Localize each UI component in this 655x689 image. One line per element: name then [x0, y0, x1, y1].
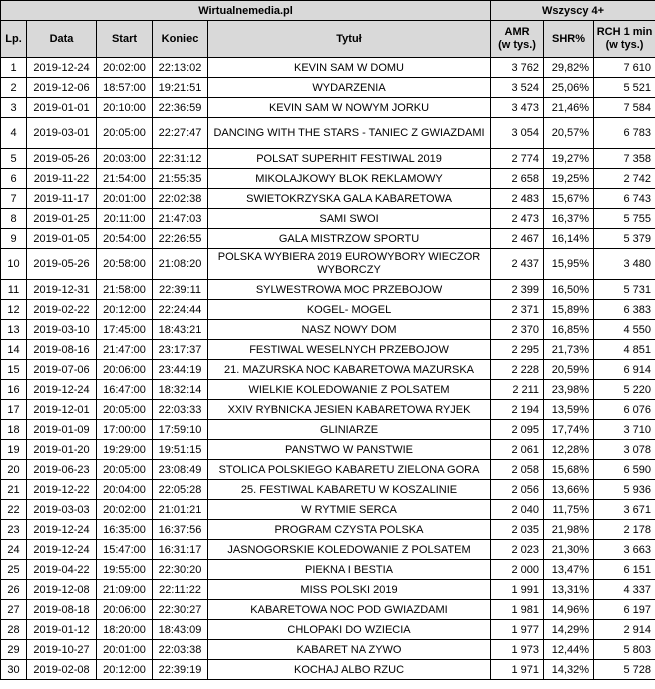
cell-start: 19:29:00: [97, 440, 153, 460]
cell-amr: 1 971: [491, 660, 544, 680]
cell-rch: 4 851: [594, 340, 655, 360]
cell-shr: 16,85%: [544, 320, 594, 340]
cell-date: 2019-03-01: [27, 118, 97, 149]
cell-end: 23:17:37: [153, 340, 208, 360]
cell-rch: 5 936: [594, 480, 655, 500]
cell-amr: 2 473: [491, 209, 544, 229]
cell-amr: 2 194: [491, 400, 544, 420]
table-row: [1, 480, 655, 500]
cell-rch: 6 383: [594, 300, 655, 320]
col-header-lp: Lp.: [1, 21, 27, 58]
cell-shr: 12,28%: [544, 440, 594, 460]
cell-date: 2019-11-17: [27, 189, 97, 209]
cell-lp: 7: [1, 189, 27, 209]
cell-title: W RYTMIE SERCA: [208, 500, 491, 520]
cell-date: 2019-12-31: [27, 280, 97, 300]
cell-shr: 12,44%: [544, 640, 594, 660]
table-row: [1, 280, 655, 300]
cell-end: 19:51:15: [153, 440, 208, 460]
table-row: [1, 640, 655, 660]
cell-lp: 30: [1, 660, 27, 680]
cell-lp: 3: [1, 98, 27, 118]
cell-amr: 1 991: [491, 580, 544, 600]
cell-rch: 5 731: [594, 280, 655, 300]
cell-shr: 29,82%: [544, 58, 594, 78]
cell-title: JASNOGORSKIE KOLEDOWANIE Z POLSATEM: [208, 540, 491, 560]
cell-shr: 13,47%: [544, 560, 594, 580]
cell-title: PANSTWO W PANSTWIE: [208, 440, 491, 460]
table-row: [1, 500, 655, 520]
cell-amr: 2 058: [491, 460, 544, 480]
cell-date: 2019-12-24: [27, 540, 97, 560]
cell-lp: 12: [1, 300, 27, 320]
cell-end: 22:27:47: [153, 118, 208, 149]
cell-lp: 10: [1, 249, 27, 280]
rch-label: RCH 1 min: [596, 26, 653, 38]
cell-start: 20:01:00: [97, 189, 153, 209]
cell-end: 22:11:22: [153, 580, 208, 600]
cell-end: 21:47:03: [153, 209, 208, 229]
audience-header: Wszyscy 4+: [491, 1, 655, 21]
table-row: [1, 229, 655, 249]
cell-date: 2019-12-24: [27, 380, 97, 400]
cell-amr: 2 295: [491, 340, 544, 360]
cell-amr: 3 524: [491, 78, 544, 98]
table-row: [1, 320, 655, 340]
cell-title: KOGEL- MOGEL: [208, 300, 491, 320]
cell-start: 20:05:00: [97, 400, 153, 420]
cell-title: MISS POLSKI 2019: [208, 580, 491, 600]
cell-lp: 21: [1, 480, 27, 500]
cell-lp: 29: [1, 640, 27, 660]
cell-end: 23:08:49: [153, 460, 208, 480]
cell-amr: 1 981: [491, 600, 544, 620]
cell-amr: 3 054: [491, 118, 544, 149]
cell-start: 20:05:00: [97, 460, 153, 480]
cell-rch: 3 663: [594, 540, 655, 560]
cell-shr: 16,50%: [544, 280, 594, 300]
cell-title: KABARET NA ZYWO: [208, 640, 491, 660]
table-row: [1, 540, 655, 560]
cell-title: XXIV RYBNICKA JESIEN KABARETOWA RYJEK: [208, 400, 491, 420]
rch-unit: (w tys.): [605, 39, 644, 51]
cell-end: 18:32:14: [153, 380, 208, 400]
cell-date: 2019-01-20: [27, 440, 97, 460]
table-row: [1, 520, 655, 540]
cell-shr: 14,32%: [544, 660, 594, 680]
cell-title: DANCING WITH THE STARS - TANIEC Z GWIAZDAMI: [208, 118, 491, 149]
cell-title: GALA MISTRZOW SPORTU: [208, 229, 491, 249]
cell-date: 2019-06-23: [27, 460, 97, 480]
cell-start: 20:58:00: [97, 249, 153, 280]
cell-end: 21:08:20: [153, 249, 208, 280]
cell-title: SAMI SWOI: [208, 209, 491, 229]
header-row-top: [1, 1, 655, 21]
cell-end: 22:39:19: [153, 660, 208, 680]
amr-label: AMR: [504, 26, 530, 38]
cell-date: 2019-05-26: [27, 249, 97, 280]
table-row: [1, 380, 655, 400]
cell-date: 2019-01-01: [27, 98, 97, 118]
cell-date: 2019-12-01: [27, 400, 97, 420]
cell-end: 22:05:28: [153, 480, 208, 500]
cell-end: 22:24:44: [153, 300, 208, 320]
cell-end: 18:43:21: [153, 320, 208, 340]
cell-amr: 2 000: [491, 560, 544, 580]
cell-end: 19:21:51: [153, 78, 208, 98]
cell-date: 2019-01-09: [27, 420, 97, 440]
cell-title: CHLOPAKI DO WZIECIA: [208, 620, 491, 640]
cell-title: SYLWESTROWA MOC PRZEBOJOW: [208, 280, 491, 300]
table-row: [1, 98, 655, 118]
cell-rch: 7 584: [594, 98, 655, 118]
cell-start: 21:58:00: [97, 280, 153, 300]
table-row: [1, 420, 655, 440]
cell-start: 21:09:00: [97, 580, 153, 600]
cell-amr: 2 040: [491, 500, 544, 520]
cell-start: 20:02:00: [97, 500, 153, 520]
cell-shr: 21,98%: [544, 520, 594, 540]
cell-date: 2019-01-05: [27, 229, 97, 249]
cell-start: 15:47:00: [97, 540, 153, 560]
cell-start: 16:47:00: [97, 380, 153, 400]
cell-rch: 6 743: [594, 189, 655, 209]
cell-date: 2019-02-22: [27, 300, 97, 320]
cell-rch: 6 151: [594, 560, 655, 580]
col-header-koniec: Koniec: [153, 21, 208, 58]
cell-end: 22:03:38: [153, 640, 208, 660]
cell-start: 20:01:00: [97, 640, 153, 660]
cell-title: POLSKA WYBIERA 2019 EUROWYBORY WIECZOR WYBORCZY: [208, 249, 491, 280]
cell-rch: 2 178: [594, 520, 655, 540]
cell-date: 2019-12-24: [27, 58, 97, 78]
cell-shr: 14,29%: [544, 620, 594, 640]
table-row: [1, 620, 655, 640]
cell-date: 2019-01-25: [27, 209, 97, 229]
cell-start: 20:06:00: [97, 600, 153, 620]
cell-start: 20:06:00: [97, 360, 153, 380]
cell-date: 2019-03-10: [27, 320, 97, 340]
cell-lp: 2: [1, 78, 27, 98]
cell-date: 2019-04-22: [27, 560, 97, 580]
cell-rch: 3 078: [594, 440, 655, 460]
table-row: [1, 400, 655, 420]
cell-date: 2019-01-12: [27, 620, 97, 640]
cell-date: 2019-12-08: [27, 580, 97, 600]
cell-lp: 25: [1, 560, 27, 580]
cell-title: FESTIWAL WESELNYCH PRZEBOJOW: [208, 340, 491, 360]
cell-title: 21. MAZURSKA NOC KABARETOWA MAZURSKA: [208, 360, 491, 380]
cell-lp: 28: [1, 620, 27, 640]
cell-shr: 19,25%: [544, 169, 594, 189]
cell-end: 22:30:27: [153, 600, 208, 620]
cell-end: 22:31:12: [153, 149, 208, 169]
cell-amr: 2 061: [491, 440, 544, 460]
cell-shr: 13,66%: [544, 480, 594, 500]
cell-title: KOCHAJ ALBO RZUC: [208, 660, 491, 680]
cell-lp: 5: [1, 149, 27, 169]
cell-title: POLSAT SUPERHIT FESTIWAL 2019: [208, 149, 491, 169]
table-body: [1, 58, 655, 680]
cell-date: 2019-02-08: [27, 660, 97, 680]
table-row: [1, 149, 655, 169]
col-header-data: Data: [27, 21, 97, 58]
cell-rch: 6 914: [594, 360, 655, 380]
cell-lp: 16: [1, 380, 27, 400]
cell-lp: 4: [1, 118, 27, 149]
cell-amr: 2 056: [491, 480, 544, 500]
cell-title: SWIETOKRZYSKA GALA KABARETOWA: [208, 189, 491, 209]
cell-start: 20:11:00: [97, 209, 153, 229]
cell-rch: 4 337: [594, 580, 655, 600]
cell-lp: 11: [1, 280, 27, 300]
cell-rch: 5 755: [594, 209, 655, 229]
cell-start: 20:12:00: [97, 300, 153, 320]
table-row: [1, 600, 655, 620]
source-header: Wirtualnemedia.pl: [1, 1, 491, 21]
cell-amr: 2 211: [491, 380, 544, 400]
cell-lp: 24: [1, 540, 27, 560]
cell-shr: 21,73%: [544, 340, 594, 360]
cell-shr: 11,75%: [544, 500, 594, 520]
cell-amr: 2 467: [491, 229, 544, 249]
header-row-columns: [1, 21, 655, 58]
col-header-tytul: Tytuł: [208, 21, 491, 58]
cell-shr: 21,30%: [544, 540, 594, 560]
cell-end: 16:37:56: [153, 520, 208, 540]
cell-rch: 5 728: [594, 660, 655, 680]
cell-start: 18:20:00: [97, 620, 153, 640]
cell-start: 16:35:00: [97, 520, 153, 540]
cell-end: 22:36:59: [153, 98, 208, 118]
cell-start: 17:00:00: [97, 420, 153, 440]
cell-shr: 20,57%: [544, 118, 594, 149]
cell-amr: 2 228: [491, 360, 544, 380]
cell-rch: 3 480: [594, 249, 655, 280]
cell-amr: 2 370: [491, 320, 544, 340]
cell-end: 21:55:35: [153, 169, 208, 189]
table-row: [1, 209, 655, 229]
cell-shr: 14,96%: [544, 600, 594, 620]
table-row: [1, 189, 655, 209]
cell-start: 17:45:00: [97, 320, 153, 340]
cell-lp: 17: [1, 400, 27, 420]
cell-title: MIKOLAJKOWY BLOK REKLAMOWY: [208, 169, 491, 189]
cell-title: WIELKIE KOLEDOWANIE Z POLSATEM: [208, 380, 491, 400]
cell-end: 18:43:09: [153, 620, 208, 640]
cell-title: WYDARZENIA: [208, 78, 491, 98]
cell-title: GLINIARZE: [208, 420, 491, 440]
cell-shr: 19,27%: [544, 149, 594, 169]
cell-amr: 2 023: [491, 540, 544, 560]
cell-amr: 2 437: [491, 249, 544, 280]
cell-start: 21:47:00: [97, 340, 153, 360]
cell-title: NASZ NOWY DOM: [208, 320, 491, 340]
cell-start: 20:03:00: [97, 149, 153, 169]
table-row: [1, 560, 655, 580]
cell-end: 22:13:02: [153, 58, 208, 78]
cell-end: 16:31:17: [153, 540, 208, 560]
cell-date: 2019-11-22: [27, 169, 97, 189]
col-header-amr: [491, 21, 544, 58]
cell-rch: 6 197: [594, 600, 655, 620]
table-row: [1, 580, 655, 600]
cell-amr: 2 658: [491, 169, 544, 189]
cell-end: 21:01:21: [153, 500, 208, 520]
table-row: [1, 249, 655, 280]
cell-amr: 2 371: [491, 300, 544, 320]
cell-shr: 17,74%: [544, 420, 594, 440]
cell-title: PROGRAM CZYSTA POLSKA: [208, 520, 491, 540]
table-row: [1, 660, 655, 680]
cell-title: KEVIN SAM W NOWYM JORKU: [208, 98, 491, 118]
cell-rch: 5 220: [594, 380, 655, 400]
cell-end: 22:30:20: [153, 560, 208, 580]
cell-lp: 1: [1, 58, 27, 78]
table-row: [1, 58, 655, 78]
cell-start: 20:54:00: [97, 229, 153, 249]
cell-start: 20:12:00: [97, 660, 153, 680]
cell-lp: 23: [1, 520, 27, 540]
cell-date: 2019-12-24: [27, 520, 97, 540]
cell-amr: 1 973: [491, 640, 544, 660]
cell-shr: 15,68%: [544, 460, 594, 480]
cell-title: KEVIN SAM W DOMU: [208, 58, 491, 78]
cell-date: 2019-08-18: [27, 600, 97, 620]
cell-end: 22:02:38: [153, 189, 208, 209]
cell-shr: 16,14%: [544, 229, 594, 249]
cell-lp: 9: [1, 229, 27, 249]
cell-date: 2019-12-06: [27, 78, 97, 98]
cell-lp: 27: [1, 600, 27, 620]
cell-amr: 3 762: [491, 58, 544, 78]
cell-shr: 21,46%: [544, 98, 594, 118]
cell-lp: 6: [1, 169, 27, 189]
cell-rch: 6 076: [594, 400, 655, 420]
cell-date: 2019-10-27: [27, 640, 97, 660]
cell-end: 17:59:10: [153, 420, 208, 440]
cell-rch: 7 358: [594, 149, 655, 169]
table-row: [1, 460, 655, 480]
cell-amr: 2 774: [491, 149, 544, 169]
cell-amr: 2 035: [491, 520, 544, 540]
cell-lp: 14: [1, 340, 27, 360]
cell-date: 2019-12-22: [27, 480, 97, 500]
cell-date: 2019-03-03: [27, 500, 97, 520]
cell-shr: 13,59%: [544, 400, 594, 420]
cell-lp: 20: [1, 460, 27, 480]
cell-lp: 19: [1, 440, 27, 460]
cell-date: 2019-05-26: [27, 149, 97, 169]
cell-shr: 20,59%: [544, 360, 594, 380]
cell-lp: 8: [1, 209, 27, 229]
table-row: [1, 360, 655, 380]
table-row: [1, 340, 655, 360]
cell-shr: 25,06%: [544, 78, 594, 98]
cell-rch: 4 550: [594, 320, 655, 340]
cell-start: 20:10:00: [97, 98, 153, 118]
cell-start: 19:55:00: [97, 560, 153, 580]
cell-shr: 13,31%: [544, 580, 594, 600]
cell-rch: 5 521: [594, 78, 655, 98]
cell-start: 20:02:00: [97, 58, 153, 78]
cell-rch: 2 742: [594, 169, 655, 189]
table-row: [1, 118, 655, 149]
cell-title: KABARETOWA NOC POD GWIAZDAMI: [208, 600, 491, 620]
table-row: [1, 169, 655, 189]
cell-rch: 6 590: [594, 460, 655, 480]
cell-shr: 16,37%: [544, 209, 594, 229]
cell-amr: 3 473: [491, 98, 544, 118]
cell-date: 2019-07-06: [27, 360, 97, 380]
cell-rch: 5 379: [594, 229, 655, 249]
cell-lp: 22: [1, 500, 27, 520]
col-header-shr: SHR%: [544, 21, 594, 58]
cell-rch: 5 803: [594, 640, 655, 660]
cell-title: PIEKNA I BESTIA: [208, 560, 491, 580]
table-row: [1, 78, 655, 98]
cell-lp: 18: [1, 420, 27, 440]
cell-start: 20:04:00: [97, 480, 153, 500]
cell-end: 23:44:19: [153, 360, 208, 380]
cell-end: 22:39:11: [153, 280, 208, 300]
cell-shr: 15,95%: [544, 249, 594, 280]
cell-amr: 2 399: [491, 280, 544, 300]
cell-title: 25. FESTIWAL KABARETU W KOSZALINIE: [208, 480, 491, 500]
cell-start: 18:57:00: [97, 78, 153, 98]
cell-rch: 3 710: [594, 420, 655, 440]
cell-rch: 2 914: [594, 620, 655, 640]
col-header-rch: [594, 21, 655, 58]
cell-lp: 26: [1, 580, 27, 600]
cell-lp: 13: [1, 320, 27, 340]
cell-shr: 15,89%: [544, 300, 594, 320]
table-row: [1, 300, 655, 320]
amr-unit: (w tys.): [498, 39, 536, 51]
cell-rch: 6 783: [594, 118, 655, 149]
cell-amr: 1 977: [491, 620, 544, 640]
cell-lp: 15: [1, 360, 27, 380]
cell-end: 22:03:33: [153, 400, 208, 420]
cell-rch: 7 610: [594, 58, 655, 78]
cell-shr: 15,67%: [544, 189, 594, 209]
table-row: [1, 440, 655, 460]
cell-rch: 3 671: [594, 500, 655, 520]
col-header-start: Start: [97, 21, 153, 58]
cell-date: 2019-08-16: [27, 340, 97, 360]
cell-title: STOLICA POLSKIEGO KABARETU ZIELONA GORA: [208, 460, 491, 480]
cell-end: 22:26:55: [153, 229, 208, 249]
cell-amr: 2 095: [491, 420, 544, 440]
cell-start: 21:54:00: [97, 169, 153, 189]
cell-start: 20:05:00: [97, 118, 153, 149]
cell-shr: 23,98%: [544, 380, 594, 400]
cell-amr: 2 483: [491, 189, 544, 209]
